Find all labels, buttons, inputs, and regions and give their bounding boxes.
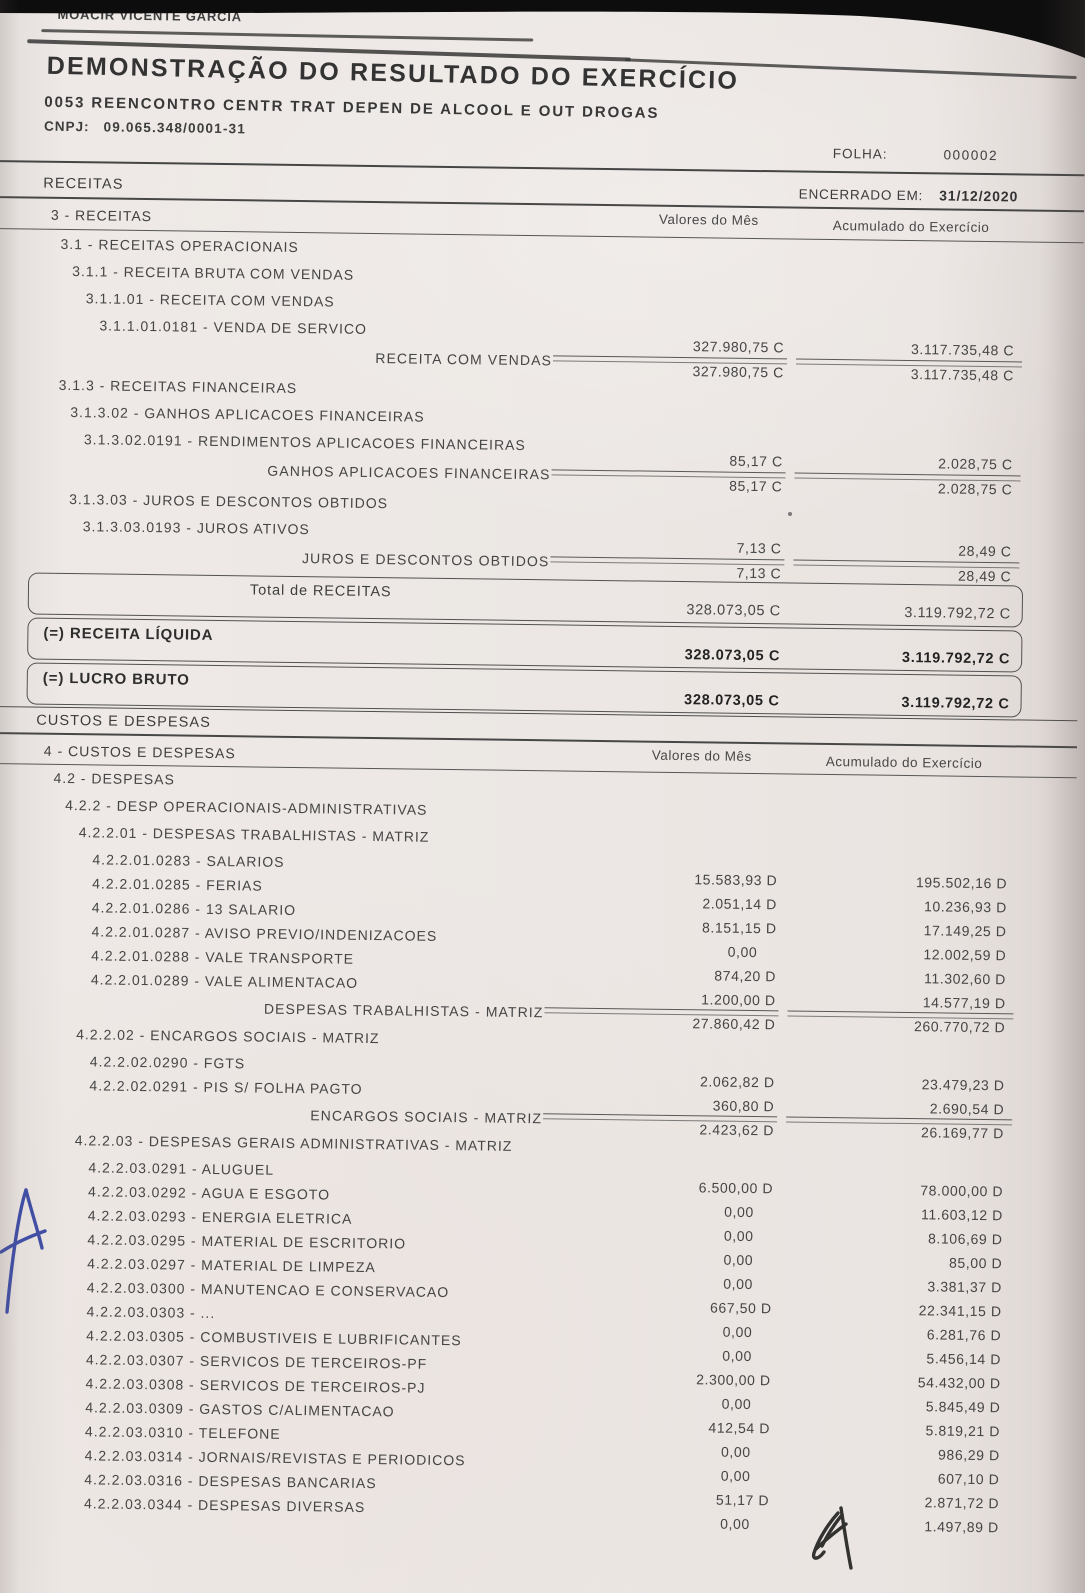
value-mes: 0,00: [727, 943, 758, 961]
sections: [0, 160, 1085, 1536]
row-label: 3.1.3.03 - JUROS E DESCONTOS OBTIDOS: [69, 491, 389, 512]
column-header-acumulado: Acumulado do Exercício: [832, 217, 990, 236]
subtotal-rule-acum: [793, 560, 1019, 568]
value-acumulado: 11.302,60 D: [924, 970, 1007, 988]
column-header-valores-do-mes: Valores do Mês: [651, 747, 752, 764]
value-mes: 1.200,00 D: [701, 991, 776, 1009]
value-mes: 8.151,15 D: [702, 919, 777, 937]
value-mes: 51,17 D: [715, 1491, 770, 1509]
row-label: 4.2.2 - DESP OPERACIONAIS-ADMINISTRATIVAS: [65, 796, 428, 818]
value-mes: 0,00: [721, 1395, 752, 1413]
row-label: 4.2.2.01.0285 - FERIAS: [92, 875, 263, 894]
row-label: 4.2.2.03.0303 - ...: [86, 1303, 216, 1322]
encerrado-value: 31/12/2020: [939, 187, 1019, 205]
value-acumulado: 28,49 C: [958, 542, 1012, 560]
value-mes: 667,50 D: [709, 1299, 772, 1317]
subtotal-rule-mes: [553, 355, 787, 364]
row-label: DESPESAS TRABALHISTAS - MATRIZ: [263, 1000, 544, 1021]
row-label: 4.2.2.03.0293 - ENERGIA ELETRICA: [87, 1207, 353, 1227]
value-acumulado: 8.106,69 D: [927, 1230, 1003, 1248]
row-label: 4.2.2.01.0283 - SALARIOS: [92, 851, 285, 870]
value-acumulado: 28,49 C: [957, 567, 1012, 585]
column-header-acumulado: Acumulado do Exercício: [825, 753, 983, 771]
value-acumulado: 195.502,16 D: [915, 874, 1008, 892]
value-mes: 2.062,82 D: [699, 1073, 775, 1091]
row-label: 4.2.2.02 - ENCARGOS SOCIAIS - MATRIZ: [76, 1026, 380, 1047]
value-acumulado: 3.117.735,48 C: [910, 341, 1015, 359]
value-acumulado: 5.819,21 D: [925, 1422, 1001, 1440]
value-mes: 2.051,14 D: [702, 895, 778, 913]
value-mes: 360,80 D: [712, 1097, 775, 1115]
value-acumulado: 3.119.792,72 C: [904, 604, 1011, 623]
value-mes: 0,00: [720, 1515, 750, 1533]
entity-name: 0053 REENCONTRO CENTR TRAT DEPEN DE ALCOOL E OUT DROGAS: [44, 93, 660, 122]
value-mes: 0,00: [724, 1203, 754, 1221]
row-label: 4.2.2.03.0305 - COMBUSTIVEIS E LUBRIFICANTES: [86, 1327, 462, 1349]
value-mes: 0,00: [720, 1443, 751, 1461]
row-label: 4.2.2.03.0344 - DESPESAS DIVERSAS: [83, 1495, 366, 1515]
subtotal-rule-acum: [796, 359, 1022, 367]
value-mes: 327.980,75 C: [692, 338, 785, 356]
value-acumulado: 54.432,00 D: [917, 1374, 1001, 1392]
row-label: RECEITA COM VENDAS: [375, 350, 553, 369]
value-mes: 15.583,93 D: [694, 871, 778, 889]
row-label: 3.1.3.03.0193 - JUROS ATIVOS: [82, 518, 310, 538]
value-mes: 412,54 D: [708, 1419, 771, 1437]
row-label: 4.2.2.03.0316 - DESPESAS BANCARIAS: [84, 1471, 377, 1492]
value-mes: 328.073,05 C: [686, 602, 781, 620]
value-acumulado: 6.281,76 D: [926, 1326, 1002, 1344]
row-label: 3.1.1 - RECEITA BRUTA COM VENDAS: [72, 263, 355, 283]
row-label: 4.2.2.03.0309 - GASTOS C/ALIMENTACAO: [85, 1399, 395, 1420]
value-mes: 0,00: [723, 1227, 754, 1245]
value-mes: 0,00: [722, 1347, 753, 1365]
value-acumulado: 2.871,72 D: [924, 1494, 1000, 1512]
row-label: 4.2.2.02.0291 - PIS S/ FOLHA PAGTO: [89, 1077, 363, 1097]
company-name: MOACIR VICENTE GARCIA: [57, 6, 242, 25]
row-label: 4.2.2.03 - DESPESAS GERAIS ADMINISTRATIVAS - MATRIZ: [74, 1132, 513, 1154]
section-band-label: RECEITAS: [43, 175, 124, 193]
value-acumulado: 607,10 D: [937, 1470, 1000, 1488]
row-label: 4.2.2.03.0297 - MATERIAL DE LIMPEZA: [87, 1255, 376, 1276]
row-label: (=) RECEITA LÍQUIDA: [43, 624, 214, 644]
subtotal-rule-acum: [787, 1010, 1013, 1018]
value-acumulado: 23.479,23 D: [921, 1076, 1005, 1094]
row-label: 4.2.2.03.0308 - SERVICOS DE TERCEIROS-PJ: [85, 1375, 426, 1396]
row-label: 4.2.2.03.0300 - MANUTENCAO E CONSERVACAO: [86, 1279, 450, 1301]
cnpj-value: 09.065.348/0001-31: [103, 119, 247, 137]
value-acumulado: 26.169,77 D: [920, 1124, 1005, 1142]
row-label: 4.2.2.01 - DESPESAS TRABALHISTAS - MATRIZ: [78, 824, 430, 845]
row-label: 3.1.3 - RECEITAS FINANCEIRAS: [58, 376, 298, 396]
value-mes: 27.860,42 D: [692, 1015, 776, 1033]
row-label: 4.2.2.01.0288 - VALE TRANSPORTE: [91, 947, 355, 967]
subtotal-rule-mes: [550, 556, 784, 565]
value-acumulado: 5.845,49 D: [925, 1398, 1001, 1416]
row-label: 3.1 - RECEITAS OPERACIONAIS: [60, 235, 299, 256]
value-acumulado: 2.028,75 C: [938, 455, 1013, 473]
value-acumulado: 10.236,93 D: [923, 898, 1008, 916]
value-acumulado: 2.690,54 D: [929, 1100, 1005, 1118]
value-acumulado: 14.577,19 D: [922, 994, 1006, 1012]
section-custos-e-despesas: [0, 706, 1077, 1536]
value-mes: 85,17 C: [729, 452, 783, 470]
encerrado-label: ENCERRADO EM:: [798, 186, 924, 204]
value-acumulado: 17.149,25 D: [923, 922, 1007, 940]
row-label: 3.1.3.02.0191 - RENDIMENTOS APLICACOES FINANCEIRAS: [83, 431, 526, 453]
folha-label: FOLHA:: [832, 145, 888, 162]
value-acumulado: 11.603,12 D: [920, 1206, 1003, 1224]
folha-row: [833, 146, 999, 163]
row-label: 4.2.2.03.0307 - SERVICOS DE TERCEIROS-PF: [85, 1351, 428, 1372]
value-acumulado: 3.119.792,72 C: [901, 694, 1010, 713]
value-mes: 328.073,05 C: [684, 692, 780, 710]
value-acumulado: 986,29 D: [938, 1446, 1000, 1464]
value-acumulado: 1.497,89 D: [924, 1518, 999, 1536]
value-acumulado: 22.341,15 D: [918, 1302, 1002, 1320]
subtotal-rule-acum: [786, 1116, 1012, 1124]
value-mes: 7,13 C: [736, 564, 782, 582]
value-acumulado: 85,00 D: [948, 1254, 1003, 1272]
value-acumulado: 12.002,59 D: [923, 946, 1007, 964]
value-acumulado: 3.117.735,48 C: [910, 366, 1014, 384]
value-mes: 2.423,62 D: [699, 1121, 775, 1139]
row-label: (=) LUCRO BRUTO: [42, 669, 190, 689]
folha-value: 000002: [943, 147, 999, 164]
value-mes: 0,00: [723, 1251, 754, 1269]
row-label: 4.2.2.03.0292 - AGUA E ESGOTO: [88, 1183, 331, 1203]
row-label: 4.2.2.01.0289 - VALE ALIMENTACAO: [90, 971, 359, 991]
column-header-valores-do-mes: Valores do Mês: [658, 211, 759, 229]
subtotal-rule-acum: [795, 473, 1021, 481]
value-acumulado: 3.381,37 D: [927, 1278, 1003, 1296]
row-label: 4.2.2.03.0291 - ALUGUEL: [88, 1159, 275, 1178]
row-label: Total de RECEITAS: [249, 582, 392, 601]
value-acumulado: 260.770,72 D: [913, 1018, 1006, 1036]
cnpj-row: [44, 119, 246, 137]
row-label: JUROS E DESCONTOS OBTIDOS: [301, 550, 550, 570]
row-label: 4.2.2.03.0310 - TELEFONE: [84, 1423, 281, 1442]
group-label: 3 - RECEITAS: [50, 206, 153, 225]
value-mes: 2.300,00 D: [696, 1371, 771, 1389]
value-mes: 874,20 D: [714, 967, 777, 985]
row-label: 4.2.2.03.0295 - MATERIAL DE ESCRITORIO: [87, 1231, 407, 1252]
value-mes: 7,13 C: [736, 539, 782, 557]
cnpj-label: CNPJ:: [43, 118, 90, 135]
row-label: 4.2 - DESPESAS: [53, 769, 176, 788]
row-label: 3.1.1.01 - RECEITA COM VENDAS: [85, 290, 335, 310]
group-label: 4 - CUSTOS E DESPESAS: [43, 742, 236, 762]
value-mes: 85,17 C: [729, 477, 783, 495]
value-acumulado: 2.028,75 C: [937, 480, 1013, 498]
report-title: DEMONSTRAÇÃO DO RESULTADO DO EXERCÍCIO: [46, 51, 740, 95]
value-mes: 0,00: [723, 1275, 754, 1293]
subtotal-rule-mes: [544, 1007, 778, 1016]
row-label: 4.2.2.03.0314 - JORNAIS/REVISTAS E PERIODICOS: [84, 1447, 466, 1469]
section-receitas: [0, 160, 1085, 720]
value-mes: 328.073,05 C: [684, 647, 781, 665]
value-mes: 0,00: [720, 1467, 751, 1485]
row-label: GANHOS APLICACOES FINANCEIRAS: [267, 462, 551, 483]
subtotal-rule-mes: [543, 1113, 777, 1122]
encerrado-em: [799, 186, 1019, 205]
value-acumulado: 78.000,00 D: [920, 1182, 1004, 1200]
value-mes: 6.500,00 D: [698, 1179, 774, 1197]
section-band-label: CUSTOS E DESPESAS: [36, 712, 212, 731]
row-label: 4.2.2.01.0287 - AVISO PREVIO/INDENIZACOES: [91, 923, 438, 944]
row-label: 4.2.2.02.0290 - FGTS: [89, 1053, 246, 1072]
value-mes: 327.980,75 C: [692, 363, 784, 381]
subtotal-rule-mes: [552, 469, 786, 478]
row-label: 4.2.2.01.0286 - 13 SALARIO: [91, 899, 297, 919]
scanner-edge-black-strip: [0, 0, 1085, 62]
row-label: ENCARGOS SOCIAIS - MATRIZ: [310, 1107, 543, 1127]
row-label: 3.1.1.01.0181 - VENDA DE SERVICO: [99, 317, 368, 337]
row-label: 3.1.3.02 - GANHOS APLICACOES FINANCEIRAS: [70, 404, 425, 425]
value-mes: 0,00: [722, 1323, 753, 1341]
value-acumulado: 5.456,14 D: [926, 1350, 1002, 1368]
value-acumulado: 3.119.792,72 C: [901, 649, 1011, 668]
